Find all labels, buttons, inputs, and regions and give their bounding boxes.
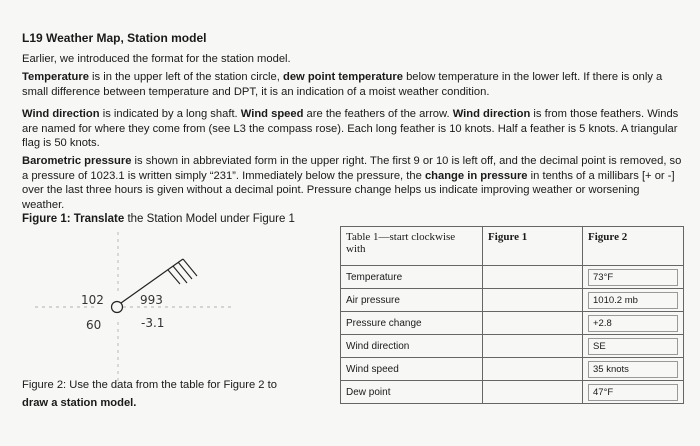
pressure-change-term: change in pressure <box>424 169 528 182</box>
row-label: Wind direction <box>341 335 483 358</box>
wind-feather-3 <box>173 266 187 283</box>
figure2-value: 1010.2 mb <box>588 292 678 309</box>
wind-feather-1 <box>183 259 197 276</box>
intro-paragraph: Earlier, we introduced the format for the station model. <box>22 53 291 65</box>
station-dewpoint: 60 <box>86 318 102 332</box>
temperature-text-1: is in the upper left of the station circle, <box>88 71 283 83</box>
wind-speed-term: Wind speed <box>240 108 304 120</box>
figure1-cell[interactable] <box>483 289 583 312</box>
figure1-cell[interactable] <box>483 358 583 381</box>
station-temperature: 102 <box>81 293 104 307</box>
figure1-cell[interactable] <box>483 335 583 358</box>
figure2-text: Figure 2: Use the data from the table for Figure 2 to <box>22 379 277 391</box>
table-header-figure1: Figure 1 <box>483 227 583 266</box>
dewpoint-term: dew point temperature <box>282 71 403 83</box>
table-row <box>341 266 684 289</box>
row-label: Air pressure <box>341 289 483 312</box>
wind-feather-2 <box>178 262 192 279</box>
figure1-lead: Figure 1: Translate <box>22 213 125 225</box>
figure2-cell <box>583 335 684 358</box>
station-circle <box>112 302 123 313</box>
pressure-text-1: is shown in abbreviated form in the upper right. The first 9 or 10 is left off, and the decimal point is removed, so a pressure of 1023.1 is written simply “231”. Immediately below the pressure, the <box>22 155 682 182</box>
wind-direction-term: Wind direction <box>22 108 100 120</box>
figure1-rest: the Station Model under Figure 1 <box>124 213 295 225</box>
figure2-value: 35 knots <box>588 361 678 378</box>
figure2-cell <box>583 381 684 404</box>
row-label: Wind speed <box>341 358 483 381</box>
pressure-term: Barometric pressure <box>22 155 132 167</box>
table-header-row <box>341 227 684 266</box>
station-model-figure <box>35 232 265 397</box>
figure1-cell[interactable] <box>483 312 583 335</box>
temperature-paragraph <box>22 70 682 99</box>
table-row <box>341 312 684 335</box>
figure2-value: 47°F <box>588 384 678 401</box>
figure2-value: 73°F <box>588 269 678 286</box>
table-header-figure2: Figure 2 <box>583 227 684 266</box>
figure2-bold: draw a station model. <box>22 397 137 409</box>
figure2-cell <box>583 289 684 312</box>
wind-direction-term-2: Wind direction <box>452 108 531 120</box>
page-title: L19 Weather Map, Station model <box>22 31 207 45</box>
table-row <box>341 358 684 381</box>
station-model-drawing <box>35 232 265 397</box>
wind-text-1: is indicated by a long shaft. <box>99 108 241 120</box>
figure2-value: +2.8 <box>588 315 678 332</box>
figure2-cell <box>583 358 684 381</box>
temperature-term: Temperature <box>22 71 89 83</box>
figure1-cell[interactable] <box>483 266 583 289</box>
table-row <box>341 335 684 358</box>
figure2-value: SE <box>588 338 678 355</box>
table-header-label: Table 1—start clockwise with <box>341 227 483 266</box>
pressure-paragraph <box>22 154 682 212</box>
figure1-caption <box>22 213 295 225</box>
row-label: Pressure change <box>341 312 483 335</box>
station-data-table <box>340 226 684 404</box>
station-pressure-change: -3.1 <box>141 316 165 330</box>
wind-text-2: are the feathers of the arrow. <box>303 108 453 120</box>
wind-text-3: is from those feathers. Winds are named for where they come from (see L3 the compass rose). Each long feather is 10 knots. Half a feather is 5 knots. A triangular flag is 50 knots. <box>22 108 679 149</box>
temperature-text-2: below temperature in the lower left. If there is only a small difference between temperature and DPT, it is an indication of a moist weather condition. <box>22 71 663 98</box>
figure2-cell <box>583 312 684 335</box>
table-row <box>341 381 684 404</box>
wind-paragraph <box>22 107 682 151</box>
pressure-text-2: in tenths of a millibars [+ or -] over the last three hours is given without a decimal point. Pressure change helps us indicate improving weather or worsening weather. <box>22 169 675 211</box>
figure1-cell[interactable] <box>483 381 583 404</box>
station-pressure: 993 <box>140 293 163 307</box>
row-label: Temperature <box>341 266 483 289</box>
figure2-caption <box>22 376 322 412</box>
table-row <box>341 289 684 312</box>
figure2-cell <box>583 266 684 289</box>
row-label: Dew point <box>341 381 483 404</box>
